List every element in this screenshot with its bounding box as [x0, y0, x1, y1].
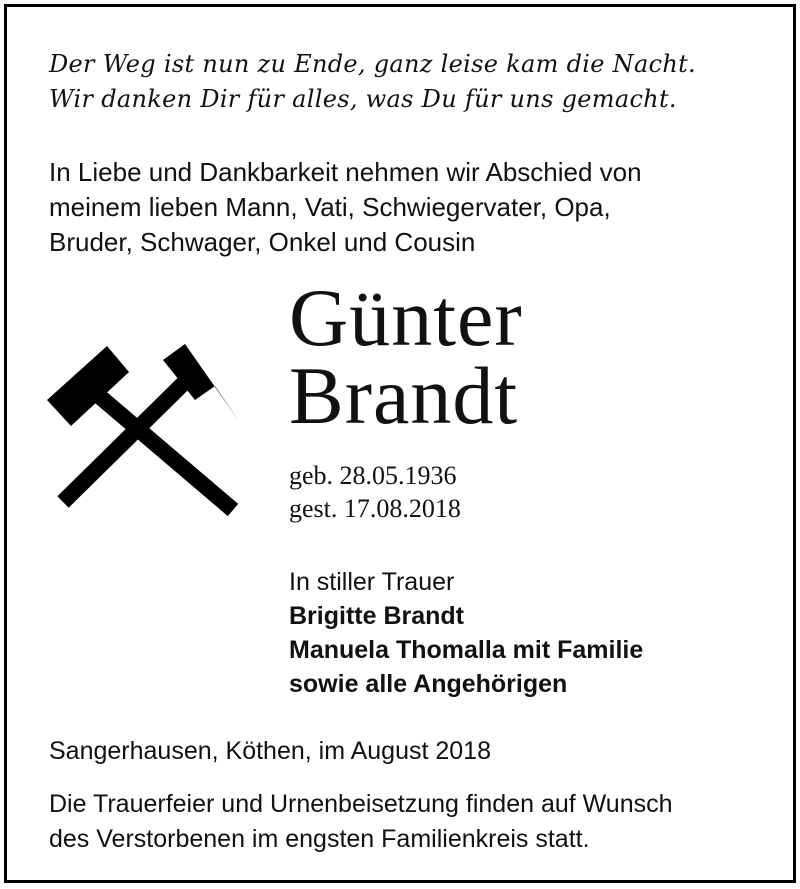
- verse-line-1: Der Weg ist nun zu Ende, ganz leise kam die Nacht.: [49, 50, 696, 78]
- intro-text: [49, 155, 642, 260]
- mourner-name: sowie alle Angehörigen: [289, 670, 568, 698]
- mourners: [289, 565, 643, 701]
- birth-date: geb. 28.05.1936: [289, 461, 457, 490]
- death-date: gest. 17.08.2018: [289, 494, 461, 523]
- obituary-frame: [4, 4, 796, 883]
- first-name: Günter: [289, 272, 523, 363]
- intro-line-3: Bruder, Schwager, Onkel und Cousin: [49, 227, 476, 257]
- deceased-name: [289, 272, 523, 441]
- hammer-and-pick-icon: [45, 342, 245, 522]
- mourner-name: Manuela Thomalla mit Familie: [289, 636, 644, 664]
- intro-line-1: In Liebe und Dankbarkeit nehmen wir Abschied von: [49, 157, 642, 187]
- verse: [49, 47, 696, 117]
- mourners-intro: In stiller Trauer: [289, 568, 455, 596]
- intro-line-2: meinem lieben Mann, Vati, Schwiegervater, Opa,: [49, 192, 611, 222]
- life-dates: [289, 459, 461, 525]
- funeral-note-line-1: Die Trauerfeier und Urnenbeisetzung finden auf Wunsch: [49, 790, 673, 818]
- last-name: Brandt: [289, 350, 519, 441]
- verse-line-2: Wir danken Dir für alles, was Du für uns gemacht.: [49, 85, 677, 113]
- place-and-date: Sangerhausen, Köthen, im August 2018: [49, 737, 491, 765]
- funeral-note-line-2: des Verstorbenen im engsten Familienkreis statt.: [49, 825, 590, 853]
- mourner-name: Brigitte Brandt: [289, 602, 464, 630]
- funeral-note: [49, 787, 673, 857]
